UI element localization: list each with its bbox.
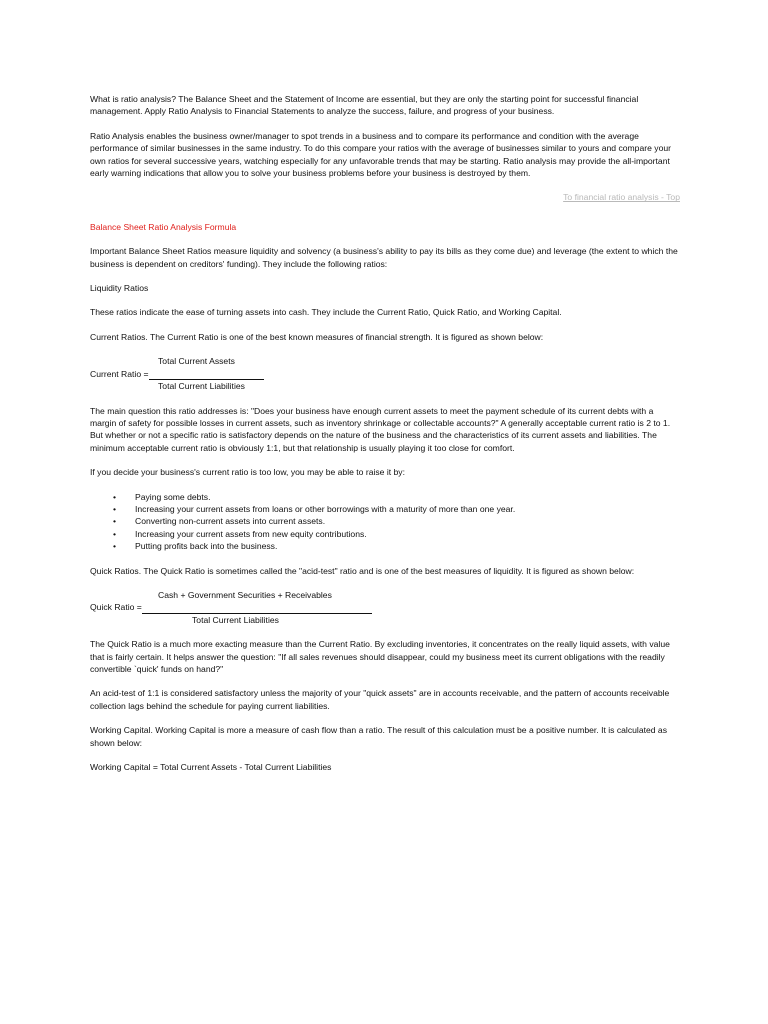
section-heading: Balance Sheet Ratio Analysis Formula — [90, 221, 237, 232]
quick-ratio-paragraph-2: The Quick Ratio is a much more exacting measure than the Current Ratio. By excluding inventories, it concentrates on the really liquid assets, with value that is fairly certain. It helps answer the question: "If all sales revenues should disappear, could my business meet its current obligations with the readily convertible `quick' funds on hand?" — [90, 639, 670, 674]
top-link-row — [90, 191, 680, 203]
current-ratio-formula — [90, 355, 680, 392]
list-item: • Converting non-current assets into current assets. — [90, 515, 680, 527]
list-item: • Increasing your current assets from loans or other borrowings with a maturity of more than one year. — [90, 503, 680, 515]
current-ratio-denominator: Total Current Liabilities — [158, 381, 245, 392]
current-ratio-paragraph-2: The main question this ratio addresses is: "Does your business have enough current assets to meet the payment schedule of its current debts with a margin of safety for possible losses in current assets, such as inventory shrinkage or collectable accounts?" A generally acceptable current ratio is 2 to 1. But whether or not a specific ratio is satisfactory depends on the nature of the business and the characteristics of its current assets and liabilities. The minimum acceptable current ratio is obviously 1:1, but that relationship is usually playing it too close for comfort. — [90, 405, 671, 453]
quick-ratio-intro: Quick Ratios. The Quick Ratio is sometimes called the "acid-test" ratio and is one of the best measures of liquidity. It is figured as shown below: — [90, 565, 635, 576]
list-item: • Putting profits back into the business. — [90, 540, 680, 552]
quick-ratio-formula — [90, 589, 680, 626]
liquidity-heading: Liquidity Ratios — [90, 283, 149, 294]
quick-ratio-lhs: Quick Ratio = — [90, 602, 142, 613]
balance-paragraph-1: Important Balance Sheet Ratios measure liquidity and solvency (a business's ability to pay its bills as they come due) and leverage (the extent to which the business is dependent on creditors' funding). They include the following ratios: — [90, 246, 678, 269]
current-ratio-lhs: Current Ratio = — [90, 368, 149, 379]
current-ratio-intro: Current Ratios. The Current Ratio is one of the best known measures of financial strength. It is figured as shown below: — [90, 331, 544, 342]
quick-ratio-numerator: Cash + Government Securities + Receivables — [158, 589, 332, 600]
intro-paragraph-1: What is ratio analysis? The Balance Sheet and the Statement of Income are essential, but they are only the starting point for successful financial management. Apply Ratio Analysis to Financial Statements to analyze the success, failure, and progress of your business. — [90, 94, 639, 117]
quick-ratio-denominator: Total Current Liabilities — [192, 614, 279, 625]
balance-paragraph-2: These ratios indicate the ease of turning assets into cash. They include the Current Ratio, Quick Ratio, and Working Capital. — [90, 307, 562, 318]
current-ratio-fraction-bar — [149, 370, 264, 380]
raise-ratio-list — [90, 491, 680, 553]
current-ratio-paragraph-3: If you decide your business's current ratio is too low, you may be able to raise it by: — [90, 467, 405, 478]
quick-ratio-paragraph-3: An acid-test of 1:1 is considered satisfactory unless the majority of your "quick assets" are in accounts receivable, and the pattern of accounts receivable collection lags behind the schedule for paying current liabilities. — [90, 688, 670, 711]
working-capital-formula: Working Capital = Total Current Assets - Total Current Liabilities — [90, 762, 332, 773]
quick-ratio-fraction-bar — [142, 604, 372, 614]
current-ratio-numerator: Total Current Assets — [158, 356, 235, 367]
intro-paragraph-2: Ratio Analysis enables the business owner/manager to spot trends in a business and to compare its performance and condition with the average performance of similar businesses in the same industry. To do this compare your ratios with the average of businesses similar to yours and compare your own ratios for several successive years, watching especially for any unfavorable trends that may be starting. Ratio analysis may provide the all-important early warning indications that allow you to solve your business problems before your business is destroyed by them. — [90, 130, 671, 179]
list-item: • Paying some debts. — [90, 491, 680, 503]
document-body — [90, 93, 680, 785]
list-item: • Increasing your current assets from new equity contributions. — [90, 528, 680, 540]
top-link[interactable]: To financial ratio analysis - Top — [563, 192, 680, 203]
working-capital-intro: Working Capital. Working Capital is more a measure of cash flow than a ratio. The result of this calculation must be a positive number. It is calculated as shown below: — [90, 725, 668, 748]
